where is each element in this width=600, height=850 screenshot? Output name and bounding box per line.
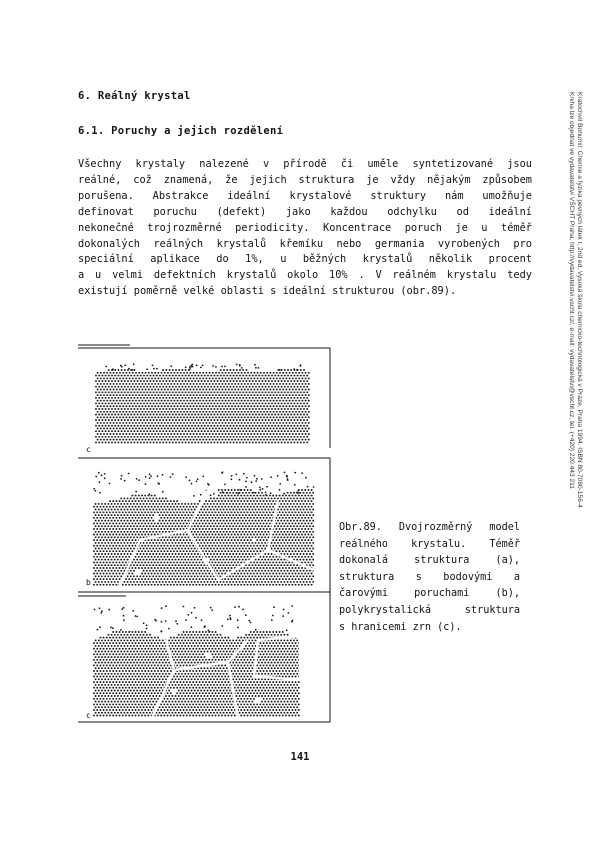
panel-label: c [86,711,91,720]
paragraph-line: existují poměrně velké oblasti s ideální strukturou (obr.89). [78,285,457,298]
caption-line: dokonalá struktura (a), [339,555,520,567]
crystal-model-figure [78,340,333,725]
paragraph-line: a u velmi defektních krystalů okolo 10% . V reálném krystalu tedy [78,269,532,282]
paragraph-line: definovat poruchu (defekt) jako každou odchylku od ideální [78,205,532,218]
paragraph-line: dokonalých reálných krystalů křemíku nebo germania vyrobených pro [78,237,532,250]
citation-line: Kniha lze objednat ve vydavatelství VŠCHT Praha, http://vydavatelstvi.vscht.cz/, e-mail: vydavatelstvi@vscht.cz, tel. (+420) 220 443 211 [567,92,575,489]
section-title: 6.1. Poruchy a jejich rozdělení [78,125,284,137]
caption-line: Obr.89. Dvojrozměrný model [339,522,520,533]
page-number: 141 [290,751,310,763]
caption-line: s hranicemi zrn (c). [339,621,462,633]
side-citation-note [566,92,583,612]
caption-line: polykrystalická struktura [339,604,520,616]
panel-label: b [86,578,91,587]
body-paragraph [78,157,532,300]
lattice-panel-polycrystal [93,605,300,718]
crystal-model-illustration [78,340,333,725]
caption-line: reálného krystalu. Téměř [339,538,520,550]
lattice-panel-defects [93,471,314,590]
paragraph-line: Všechny krystaly nalezené v přírodě či uměle syntetizované jsou [78,158,532,170]
chapter-title: 6. Reálný krystal [78,90,191,102]
figure-caption [339,520,520,636]
panel-label: c [86,445,91,454]
paragraph-line: nekonečné trojrozměrné periodicity. Koncentrace poruch je u téměř [78,221,532,234]
paragraph-line: speciální aplikace do 1%, u běžných krystalů několik procent [78,253,532,266]
paragraph-line: reálné, což znamená, že jejich struktura je vždy nějakým způsobem [78,173,532,186]
caption-line: struktura s bodovými a [339,571,520,583]
citation-line: Kratochvíl Bohumil: Chemie a fyzika pevných látek I, 2nd ed. Vysoká škola chemicko-technologická v Praze, Praha 1994. ISBN 80-7080-156-4 [576,92,583,508]
paragraph-line: porušena. Abstrakce ideální krystalové struktury nám umožňuje [78,189,532,202]
lattice-panel-perfect [95,363,310,443]
caption-line: čarovými poruchami (b), [339,588,520,600]
